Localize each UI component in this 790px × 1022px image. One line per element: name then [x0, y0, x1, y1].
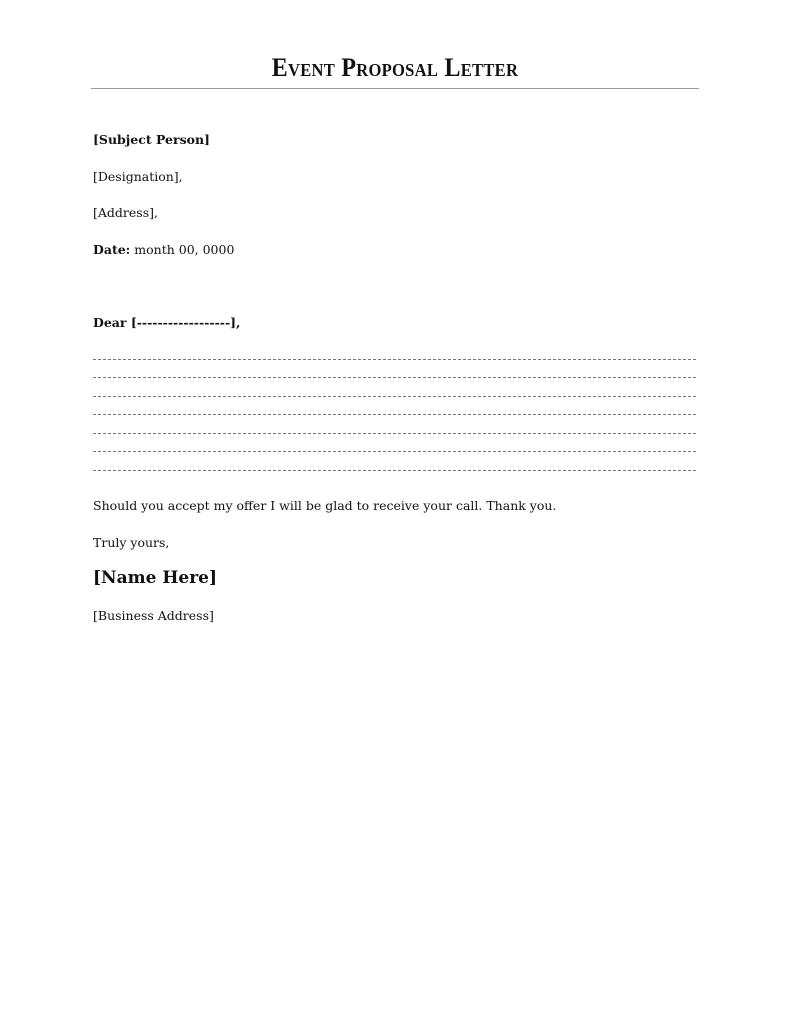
placeholder-line: [93, 414, 696, 415]
sign-off: Truly yours,: [93, 535, 170, 550]
title-divider: [91, 88, 699, 89]
date-value: month 00, 0000: [134, 242, 235, 257]
placeholder-line: [93, 470, 696, 471]
salutation: Dear [------------------],: [93, 315, 241, 330]
date-label: Date:: [93, 242, 131, 257]
placeholder-line: [93, 396, 696, 397]
subject-person: [Subject Person]: [93, 132, 210, 147]
business-address: [Business Address]: [93, 608, 214, 623]
address: [Address],: [93, 205, 158, 220]
date-line: [93, 242, 234, 258]
designation: [Designation],: [93, 169, 183, 184]
signature-name: [Name Here]: [93, 568, 218, 588]
document-title: Event Proposal Letter: [271, 53, 519, 82]
placeholder-line: [93, 433, 696, 434]
placeholder-line: [93, 377, 696, 378]
placeholder-line: [93, 359, 696, 360]
closing-sentence: Should you accept my offer I will be glad to receive your call. Thank you.: [93, 498, 557, 513]
placeholder-line: [93, 451, 696, 452]
